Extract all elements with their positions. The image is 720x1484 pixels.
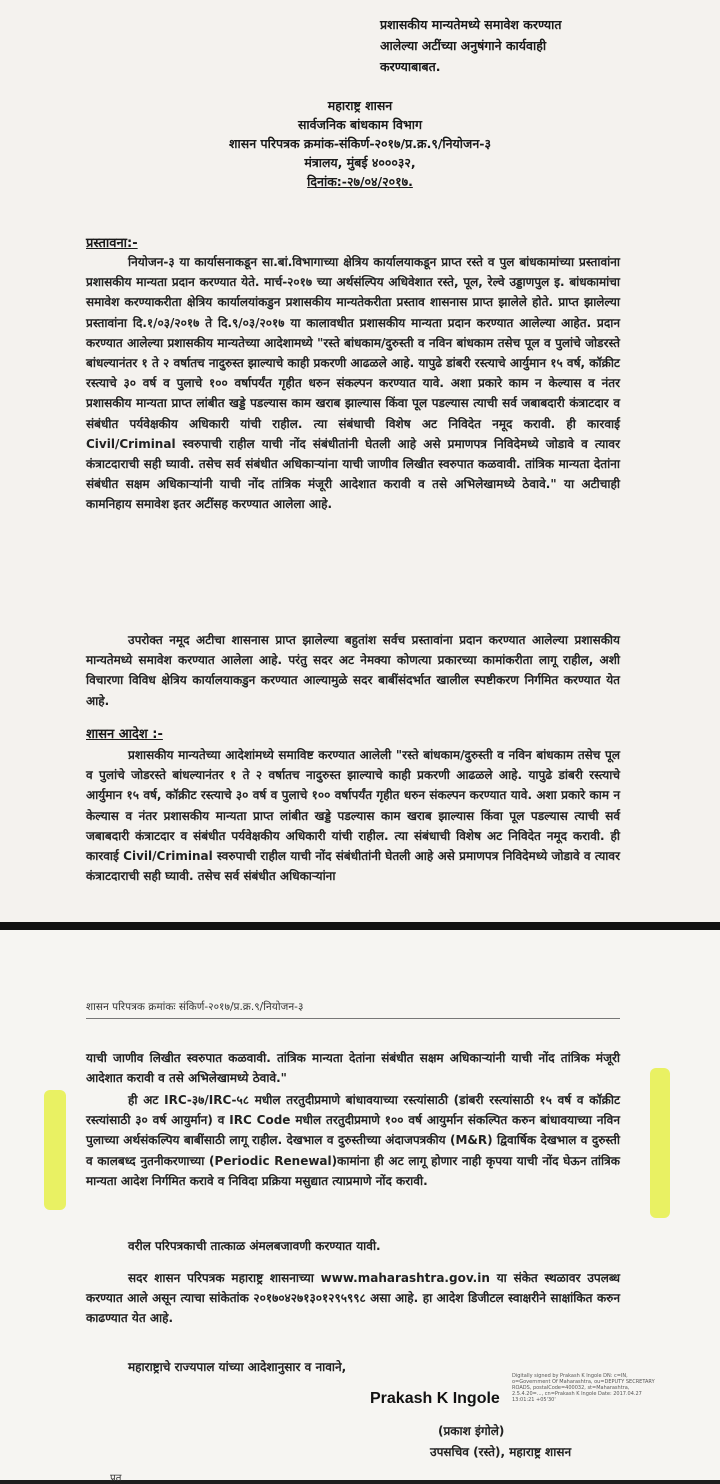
header-address: मंत्रालय, मुंबई ४०००३२, — [304, 155, 416, 170]
highlighter-mark-right — [650, 1068, 670, 1218]
order-paragraph-1 — [86, 745, 620, 886]
order-paragraph-1-text: प्रशासकीय मान्यतेच्या आदेशांमध्ये समाविष्ट करण्यात आलेली "रस्ते बांधकाम/दुरुस्ती व नविन बांधकाम तसेच पूल व पुलांचे जोडरस्ते बांधल्यानंतर १ ते २ वर्षातच नादुरुस्त झाल्याचे काही प्रकरणी आढळले आहे. यापुढे डांबरी रस्त्याचे आर्युमान १५ वर्ष, कॉक्रीट रस्त्याचे ३० वर्ष व पुलाचे १०० वर्षापर्यंत गृहीत धरुन संकल्पन करण्यात यावे. अशा प्रकारे काम न केल्यास व नंतर प्रशासकीय मान्यता प्राप्त लांबीत खड्डे पडल्यास काम खराब झाल्यास किंवा पूल पडल्यास त्याची सर्व जबाबदारी कंत्राटदार व संबंधीत पर्यवेक्षकीय अधिकारी यांची राहील. त्या संबंधाची विशेष अट निविदेत नमूद करावी. ही कारवाई Civil/Criminal स्वरुपाची राहील याची नोंद संबंधीतांनी घेतली आहे असे प्रमाणपत्र निविदेमध्ये जोडावे व त्यावर कंत्राटदाराची सही घ्यावी. तसेच सर्व संबंधीत अधिकाऱ्यांना — [86, 748, 620, 884]
page2-header: शासन परिपत्रक क्रमांकः संकिर्ण-२०१७/प्र.क्र.९/नियोजन-३ — [86, 1001, 304, 1013]
header-state: महाराष्ट्र शासन — [327, 98, 393, 113]
page2-header-rule — [86, 1018, 620, 1019]
header-department: सार्वजनिक बांधकाम विभाग — [297, 117, 423, 132]
closing-line-text: महाराष्ट्राचे राज्यपाल यांच्या आदेशानुसार व नावाने, — [128, 1360, 347, 1374]
order-paragraph-4 — [86, 1268, 620, 1329]
order-paragraph-3-text: वरील परिपत्रकाची तात्काळ अंमलबजावणी करण्यात यावी. — [128, 1239, 381, 1253]
circular-header — [140, 96, 580, 191]
preamble-paragraph-2-text: उपरोक्त नमूद अटीचा शासनास प्राप्त झालेल्या बहुतांश सर्वच प्रस्तावांना प्रदान करण्यात आलेल्या प्रशासकीय मान्यतेमध्ये समावेश करण्यात आलेला आहे. परंतु सदर अट नेमक्या कोणत्या प्रकारच्या कामांकरीता लागू राहील, अशी विचारणा विविध क्षेत्रिय कार्यालयाकडुन करण्यात आल्यामुळे सदर बाबींसंदर्भात खालील स्पष्टीकरण निर्गमित करण्यात येत आहे. — [86, 633, 620, 708]
signatory-name-marathi: (प्रकाश इंगोले) — [438, 1424, 505, 1438]
page-separator — [0, 922, 720, 930]
header-circular-number: शासन परिपत्रक क्रमांक-संकिर्ण-२०१७/प्र.क्र.९/नियोजन-३ — [229, 136, 491, 151]
preamble-paragraph-2 — [86, 630, 620, 711]
header-date: दिनांक:-२७/०४/२०१७. — [307, 174, 413, 189]
digital-signature-stamp: Digitally signed by Prakash K Ingole DN: c=IN, o=Government Of Maharashtra, ou=DEPUTY SECRETARY ROADS, postalCode=400032, st=Maharashtra, 2.5.4.20=..., cn=Prakash K Ingole Date: 2017.04.27 13:01:21 +05'30' — [512, 1373, 655, 1403]
subject-line-2: आलेल्या अटींच्या अनुषंगाने कार्यवाही — [380, 38, 547, 53]
highlighter-mark-left — [44, 1090, 66, 1210]
order-label: शासन आदेश :- — [86, 727, 163, 742]
order-paragraph-2 — [86, 1090, 620, 1191]
bottom-fragment: प्रत — [110, 1473, 122, 1484]
order-paragraph-4-text: सदर शासन परिपत्रक महाराष्ट्र शासनाच्या www.maharashtra.gov.in या संकेत स्थळावर उपलब्ध करण्यात आले असून त्याचा सांकेतांक २०१७०४२७१३०१२९५९९८ असा आहे. हा आदेश डिजीटल स्वाक्षरीने साक्षांकित करुन काढण्यात येत आहे. — [86, 1271, 620, 1326]
preamble-label: प्रस्तावना:- — [86, 236, 138, 251]
signatory-name: Prakash K Ingole — [370, 1390, 500, 1407]
subject-block — [380, 14, 700, 77]
order-paragraph-3 — [86, 1236, 620, 1256]
order-paragraph-2-text: ही अट IRC-३७/IRC-५८ मधील तरतुदीप्रमाणे बांधावयाच्या रस्त्यांसाठी (डांबरी रस्त्यांसाठी १५ वर्ष व कॉक्रीट रस्त्यांसाठी ३० वर्ष आयुर्मान) व IRC Code मधील तरतुदीप्रमाणे १०० वर्ष आयुर्मान संकल्पित करुन बांधावयाच्या नविन पुलाच्या अर्थसंकल्पिय बाबींसाठी लागू राहील. देखभाल व दुरुस्तीच्या अंदाजपत्रकीय (M&R) द्विवार्षिक देखभाल व दुरुस्ती व कालबध्द नुतनीकरणाच्या (Periodic Renewal)कामांना ही अट लागू होणार नाही कृपया याची नोंद घेऊन तांत्रिक मान्यता आदेश निर्गमित करावे व निविदा प्रक्रिया मसुद्यात त्याप्रमाणे नोंद करावी. — [86, 1093, 620, 1188]
subject-line-3: करण्याबाबत. — [380, 59, 441, 74]
subject-line-1: प्रशासकीय मान्यतेमध्ये समावेश करण्यात — [380, 17, 562, 32]
preamble-paragraph-1-text: नियोजन-३ या कार्यासनाकडून सा.बां.विभागाच्या क्षेत्रिय कार्यालयाकडून प्राप्त रस्ते व पुल बांधकामांच्या प्रस्तावांना प्रशासकीय मान्यता प्रदान करण्यात येते. मार्च-२०१७ च्या अर्थसंल्पिय अधिवेशात रस्ते, पूल, रेल्वे उड्डाणपुल इ. बांधकामांचा समावेश करण्याकरीता क्षेत्रिय कार्यालयांकडुन प्रशासकीय मान्यतेकरीता प्रस्ताव शासनास प्राप्त झालेले होते. प्राप्त झालेल्या प्रस्तावांना दि.१/०३/२०१७ ते दि.९/०३/२०१७ या कालावधीत प्रशासकीय मान्यता प्रदान करण्यात आलेल्या आहेत. प्रदान करण्यात आलेल्या प्रशासकीय मान्यतेच्या आदेशामध्ये "रस्ते बांधकाम/दुरुस्ती व नविन बांधकाम तसेच पूल व पुलांचे जोडरस्ते बांधल्यानंतर १ ते २ वर्षातच नादुरुस्त झाल्याचे काही प्रकरणी आढळले आहे. यापुढे डांबरी रस्त्याचे आर्युमान १५ वर्ष, कॉक्रीट रस्त्याचे ३० वर्ष व पुलाचे १०० वर्षापर्यंत गृहीत धरुन संकल्पन करण्यात यावे. अशा प्रकारे काम न केल्यास व नंतर प्रशासकीय मान्यता प्राप्त लांबीत खड्डे पडल्यास काम खराब झाल्यास किंवा पूल पडल्यास त्याची सर्व जबाबदारी कंत्राटदार व संबंधीत पर्यवेक्षकीय अधिकारी यांची राहील. त्या संबंधाची विशेष अट निविदेत नमूद करावी. ही कारवाई Civil/Criminal स्वरुपाची राहील याची नोंद संबंधीतांनी घेतली आहे असे प्रमाणपत्र निविदेमध्ये जोडावे व त्यावर कंत्राटदाराची सही घ्यावी. तसेच सर्व संबंधीत अधिकाऱ्यांना याची जाणीव लिखीत स्वरुपात कळवावी. तांत्रिक मान्यता देतांना संबंधीत सक्षम अधिकाऱ्यांनी याची नोंद तांत्रिक मंजूरी आदेशात करावी व तसे अभिलेखामध्ये ठेवावे." या अटीचाही कामनिहाय समावेश इतर अटींसह करण्यात आलेला आहे. — [86, 255, 620, 512]
signatory-designation: उपसचिव (रस्ते), महाराष्ट्र शासन — [430, 1445, 572, 1459]
preamble-paragraph-1 — [86, 252, 620, 515]
order-paragraph-1-continued: याची जाणीव लिखीत स्वरुपात कळवावी. तांत्रिक मान्यता देतांना संबंधीत सक्षम अधिकाऱ्यांनी याची नोंद तांत्रिक मंजूरी आदेशात करावी व तसे अभिलेखामध्ये ठेवावे." — [86, 1051, 620, 1086]
